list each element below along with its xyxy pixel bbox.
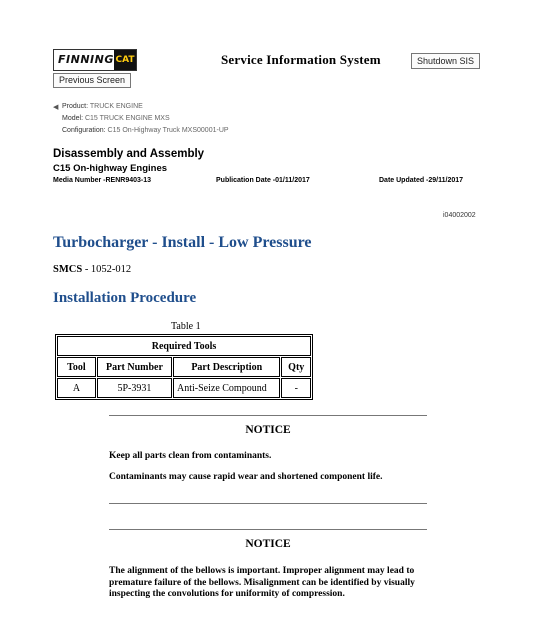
smcs-value: - 1052-012 xyxy=(82,264,132,275)
product-label: Product: xyxy=(62,103,89,110)
back-arrow-icon[interactable]: ◀ xyxy=(53,104,59,111)
configuration-label: Configuration: xyxy=(62,127,106,134)
notice-divider-top xyxy=(109,415,427,416)
cell-tool: A xyxy=(57,378,96,398)
required-tools-table xyxy=(55,334,313,400)
procedure-heading: Installation Procedure xyxy=(53,290,197,306)
finning-cat-logo xyxy=(53,49,137,71)
notice-divider-top xyxy=(109,529,427,530)
column-header-tool: Tool xyxy=(57,357,96,377)
app-title: Service Information System xyxy=(221,52,381,67)
smcs-label: SMCS xyxy=(53,264,83,275)
section-subtitle: C15 On-highway Engines xyxy=(53,163,168,174)
date-updated: Date Updated -29/11/2017 xyxy=(379,177,464,184)
notice-divider-bottom xyxy=(109,503,427,504)
table-title-row xyxy=(57,336,311,356)
table-row xyxy=(57,378,311,398)
shutdown-sis-button[interactable]: Shutdown SIS xyxy=(411,53,480,69)
model-value: C15 TRUCK ENGINE MXS xyxy=(84,115,170,122)
table-header-row xyxy=(57,357,311,377)
column-header-part-description: Part Description xyxy=(173,357,280,377)
table-caption: Table 1 xyxy=(171,321,201,332)
cell-part-number: 5P-3931 xyxy=(97,378,172,398)
document-id: i04002002 xyxy=(443,212,476,219)
model-label: Model: xyxy=(62,115,84,122)
media-number: Media Number -RENR9403-13 xyxy=(53,177,152,184)
notice-title: NOTICE xyxy=(245,538,291,550)
column-header-qty: Qty xyxy=(281,357,311,377)
previous-screen-button[interactable]: Previous Screen xyxy=(53,73,131,88)
product-value: TRUCK ENGINE xyxy=(89,103,143,110)
notice-paragraph: Contaminants may cause rapid wear and shortened component life. xyxy=(109,472,383,482)
notice-paragraph: The alignment of the bellows is important. Improper alignment may lead to premature failure of the bellows. Misalignment can be identified by visually inspecting the convolutions for uniformity of compression. xyxy=(109,566,415,599)
publication-date: Publication Date -01/11/2017 xyxy=(216,177,310,184)
configuration-line xyxy=(62,127,229,134)
product-line xyxy=(62,103,143,110)
column-header-part-number: Part Number xyxy=(97,357,172,377)
cell-qty: - xyxy=(281,378,311,398)
cell-part-description: Anti-Seize Compound xyxy=(173,378,280,398)
cat-logo-badge: CAT xyxy=(114,50,136,70)
configuration-value: C15 On-Highway Truck MXS00001-UP xyxy=(107,127,229,134)
smcs-code xyxy=(53,264,131,275)
model-line xyxy=(62,115,170,122)
section-title: Disassembly and Assembly xyxy=(53,148,205,160)
notice-title: NOTICE xyxy=(245,424,291,436)
notice-paragraph: Keep all parts clean from contaminants. xyxy=(109,451,272,461)
logo-text: FINNING xyxy=(58,53,114,66)
page-title: Turbocharger - Install - Low Pressure xyxy=(53,234,312,251)
table-title: Required Tools xyxy=(57,336,311,356)
